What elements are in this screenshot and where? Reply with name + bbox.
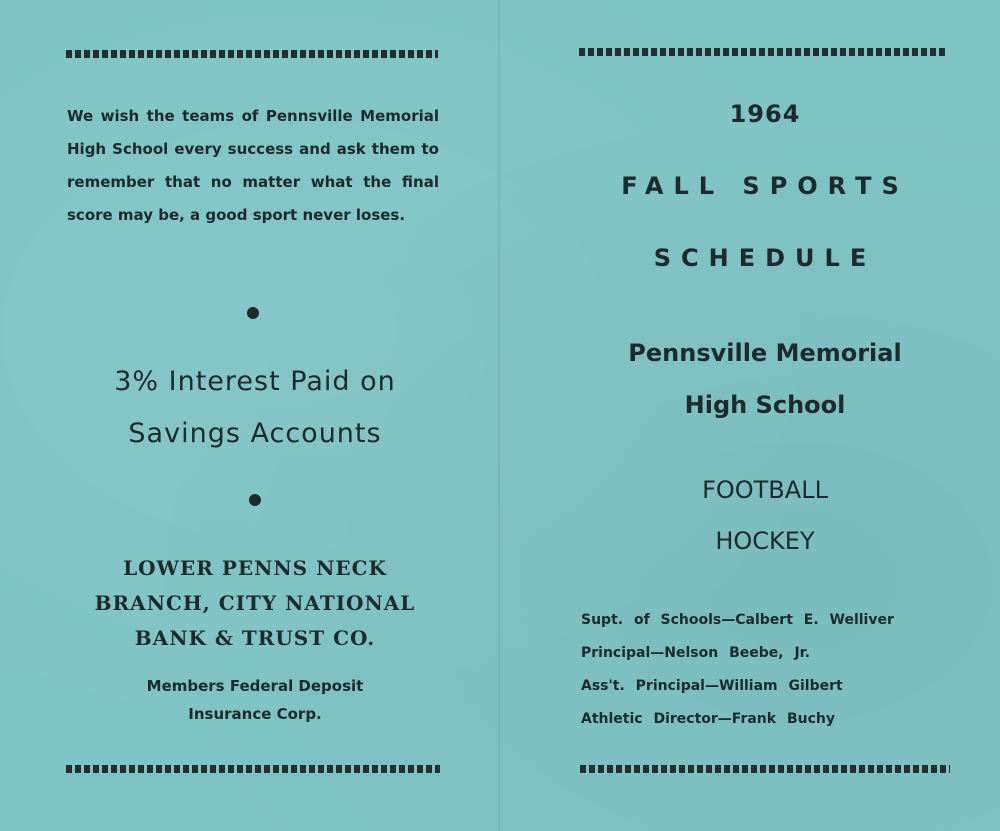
good-wishes-message: We wish the teams of Pennsville Memorial High School every success and ask them to remember that no matter what the final score may be, a good sport never loses. [67, 107, 439, 224]
top-right-dotted-rule [579, 48, 947, 56]
bullet-dot [247, 307, 259, 319]
staff-list [581, 604, 961, 736]
bank-line-2: BRANCH, CITY NATIONAL [94, 591, 416, 615]
staff-superintendent: Supt. of Schools—Calbert E. Welliver [581, 612, 894, 628]
center-fold [498, 0, 500, 831]
sport-football: FOOTBALL [702, 476, 828, 504]
staff-principal: Principal—Nelson Beebe, Jr. [581, 645, 810, 661]
schedule-title-line-2: SCHEDULE [653, 244, 877, 272]
fdic-line-2: Insurance Corp. [188, 705, 322, 723]
top-left-dotted-rule [66, 50, 438, 58]
bottom-left-dotted-rule [66, 765, 440, 773]
bullet-dot [249, 494, 261, 506]
school-name-line-2: High School [684, 391, 846, 419]
interest-line-1: 3% Interest Paid on [114, 366, 396, 397]
interest-offer [60, 356, 450, 460]
staff-assistant-principal: Ass't. Principal—William Gilbert [581, 678, 843, 694]
bank-name [60, 551, 450, 656]
bank-line-3: BANK & TRUST CO. [134, 626, 376, 650]
staff-athletic-director: Athletic Director—Frank Buchy [581, 711, 835, 727]
bottom-right-dotted-rule [580, 765, 950, 773]
school-name [560, 327, 970, 431]
fdic-line-1: Members Federal Deposit [146, 677, 364, 695]
schedule-title-line-1: FALL SPORTS [621, 172, 909, 200]
bank-line-1: LOWER PENNS NECK [123, 556, 387, 580]
interest-line-2: Savings Accounts [128, 418, 382, 449]
sports-list [560, 465, 970, 567]
school-name-line-1: Pennsville Memorial [628, 339, 902, 367]
fdic-notice [60, 672, 450, 728]
sport-hockey: HOCKEY [715, 527, 815, 555]
schedule-year: 1964 [729, 100, 801, 128]
